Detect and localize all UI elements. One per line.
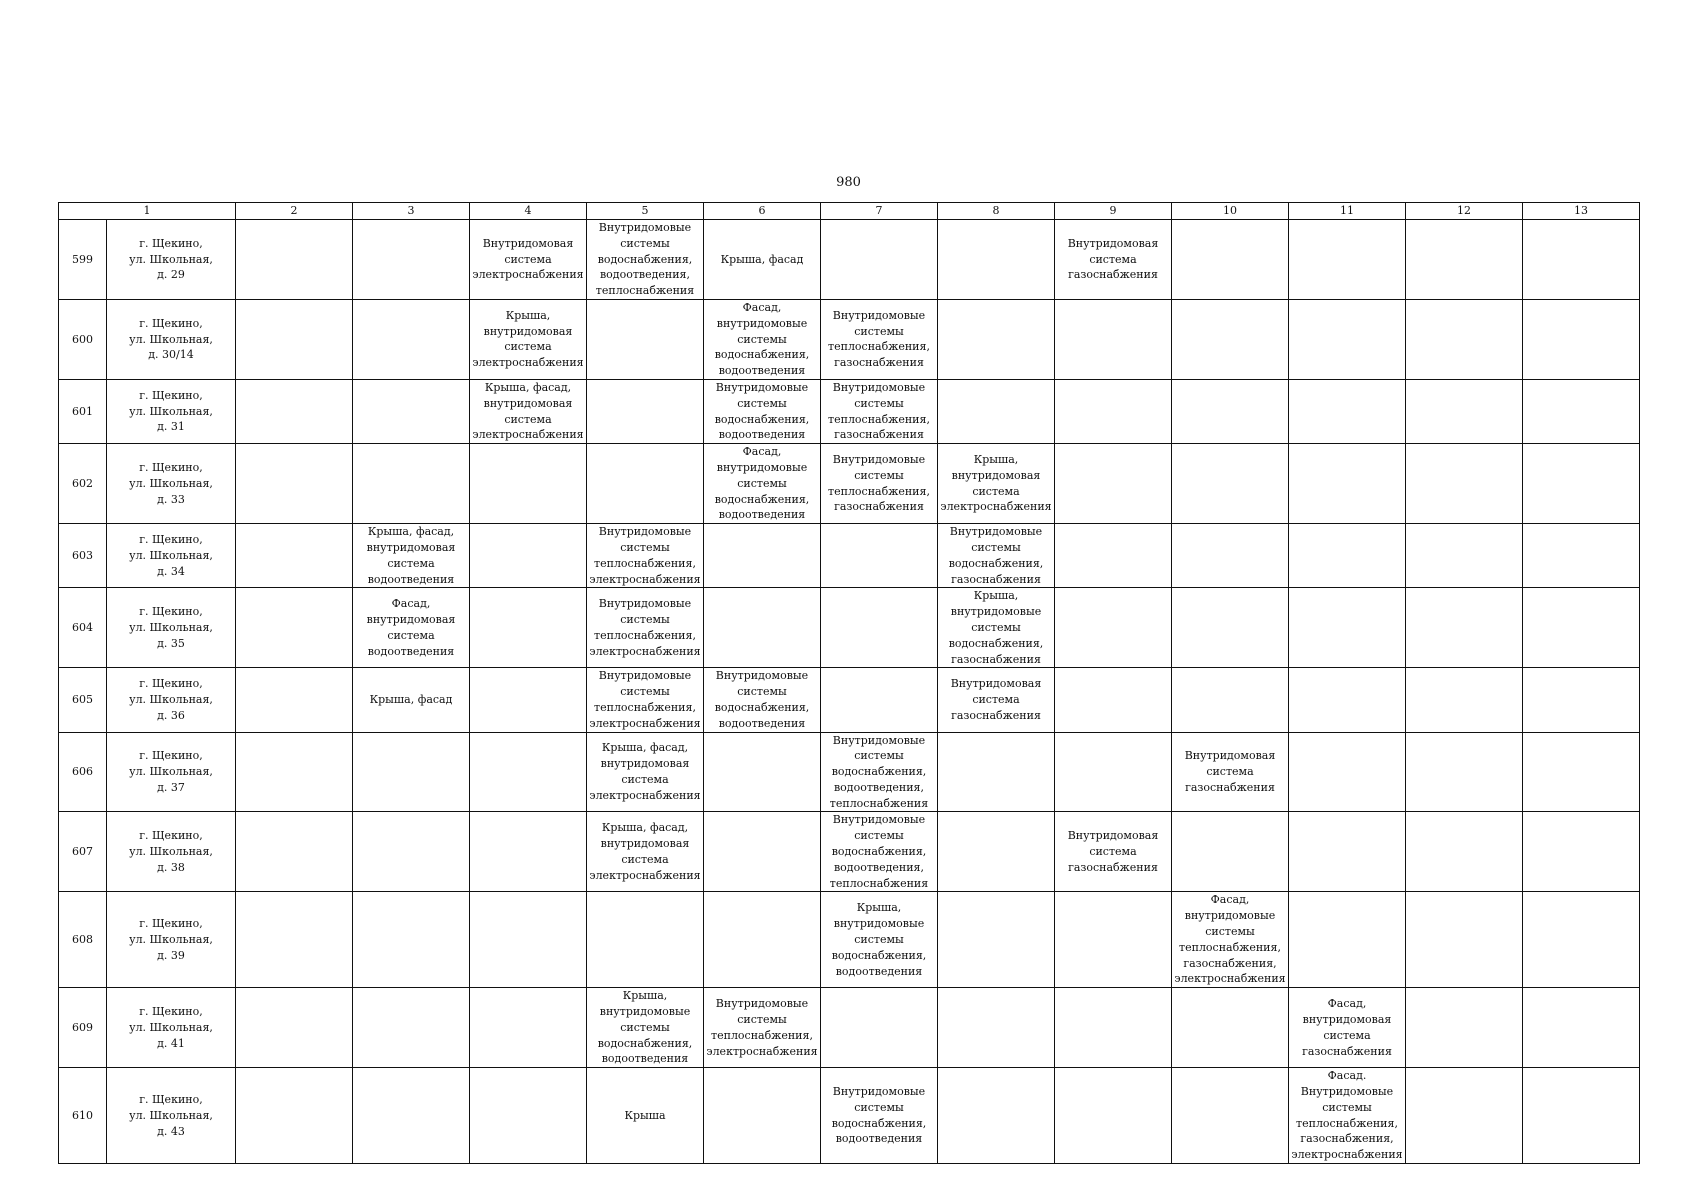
row-number-cell: 604 bbox=[59, 588, 107, 668]
work-cell bbox=[704, 379, 821, 443]
address-cell bbox=[107, 1068, 236, 1164]
work-cell bbox=[938, 444, 1055, 524]
address-text: г. Щекино, ул. Школьная, д. 34 bbox=[129, 533, 213, 578]
work-cell bbox=[821, 220, 938, 300]
work-cell bbox=[1523, 220, 1640, 300]
work-cell bbox=[821, 668, 938, 732]
work-cell bbox=[1172, 812, 1289, 892]
work-cell bbox=[470, 892, 587, 988]
row-number-cell: 601 bbox=[59, 379, 107, 443]
work-text: Крыша, внутридомовая система электроснабжения bbox=[472, 308, 584, 370]
work-cell bbox=[938, 379, 1055, 443]
address-text: г. Щекино, ул. Школьная, д. 36 bbox=[129, 677, 213, 722]
work-text: Крыша, внутридомовые системы водоснабжения, газоснабжения bbox=[948, 589, 1044, 666]
work-cell bbox=[1406, 299, 1523, 379]
address-text: г. Щекино, ул. Школьная, д. 41 bbox=[129, 1005, 213, 1050]
table-row bbox=[59, 220, 1640, 300]
table-row bbox=[59, 588, 1640, 668]
work-text: Фасад, внутридомовые системы водоснабжения, водоотведения bbox=[714, 300, 810, 378]
work-cell bbox=[1055, 892, 1172, 988]
work-cell bbox=[938, 220, 1055, 300]
row-number-cell: 606 bbox=[59, 732, 107, 812]
work-cell bbox=[1289, 299, 1406, 379]
work-text: Внутридомовые системы водоснабжения, водоотведения bbox=[831, 1085, 927, 1146]
work-cell bbox=[1523, 668, 1640, 732]
work-cell bbox=[821, 444, 938, 524]
work-cell bbox=[704, 1068, 821, 1164]
work-cell bbox=[821, 379, 938, 443]
work-cell bbox=[1289, 668, 1406, 732]
work-text: Крыша, фасад, внутридомовая система водоотведения bbox=[366, 525, 456, 586]
address-cell bbox=[107, 732, 236, 812]
work-cell bbox=[821, 1068, 938, 1164]
work-cell bbox=[470, 220, 587, 300]
row-number-cell: 603 bbox=[59, 524, 107, 588]
work-cell bbox=[470, 379, 587, 443]
work-cell bbox=[938, 524, 1055, 588]
address-text: г. Щекино, ул. Школьная, д. 43 bbox=[129, 1092, 213, 1138]
work-cell bbox=[236, 812, 353, 892]
work-cell bbox=[1055, 988, 1172, 1068]
column-number-cell: 7 bbox=[821, 203, 938, 220]
work-cell bbox=[1289, 444, 1406, 524]
row-number-cell: 600 bbox=[59, 299, 107, 379]
column-number-cell: 3 bbox=[353, 203, 470, 220]
work-text: Внутридомовые системы теплоснабжения, электроснабжения bbox=[706, 997, 818, 1058]
work-cell bbox=[704, 444, 821, 524]
work-cell bbox=[1523, 444, 1640, 524]
work-text: Крыша, фасад bbox=[720, 252, 804, 266]
work-cell bbox=[236, 524, 353, 588]
work-cell bbox=[1055, 299, 1172, 379]
work-cell bbox=[1172, 379, 1289, 443]
work-cell bbox=[470, 668, 587, 732]
work-cell bbox=[1289, 379, 1406, 443]
work-cell bbox=[353, 988, 470, 1068]
work-cell bbox=[353, 668, 470, 732]
work-cell bbox=[1523, 1068, 1640, 1164]
work-cell bbox=[1523, 299, 1640, 379]
work-cell bbox=[704, 588, 821, 668]
work-cell bbox=[704, 732, 821, 812]
work-cell bbox=[470, 524, 587, 588]
work-cell bbox=[1523, 379, 1640, 443]
work-cell bbox=[704, 988, 821, 1068]
address-cell bbox=[107, 299, 236, 379]
work-cell bbox=[470, 812, 587, 892]
work-cell bbox=[1172, 988, 1289, 1068]
work-text: Крыша, внутридомовая система электроснабжения bbox=[940, 453, 1052, 514]
work-cell bbox=[353, 220, 470, 300]
work-cell bbox=[1172, 220, 1289, 300]
work-cell bbox=[236, 988, 353, 1068]
work-cell bbox=[1172, 524, 1289, 588]
work-cell bbox=[704, 299, 821, 379]
work-text: Фасад, внутридомовые системы теплоснабжения, газоснабжения, электроснабжения bbox=[1174, 893, 1286, 986]
work-cell bbox=[587, 668, 704, 732]
row-number-cell: 608 bbox=[59, 892, 107, 988]
work-cell bbox=[236, 1068, 353, 1164]
work-cell bbox=[236, 379, 353, 443]
column-number-cell: 9 bbox=[1055, 203, 1172, 220]
work-cell bbox=[470, 988, 587, 1068]
work-cell bbox=[821, 524, 938, 588]
work-cell bbox=[821, 988, 938, 1068]
work-text: Крыша, фасад bbox=[369, 693, 453, 706]
table-row bbox=[59, 668, 1640, 732]
work-cell bbox=[470, 732, 587, 812]
work-cell bbox=[1406, 988, 1523, 1068]
work-cell bbox=[1289, 524, 1406, 588]
work-cell bbox=[1172, 668, 1289, 732]
work-cell bbox=[1172, 1068, 1289, 1164]
column-number-cell: 5 bbox=[587, 203, 704, 220]
work-cell bbox=[1523, 524, 1640, 588]
work-text: Внутридомовая система газоснабжения bbox=[1067, 829, 1159, 874]
work-cell bbox=[938, 988, 1055, 1068]
work-text: Внутридомовые системы теплоснабжения, электроснабжения bbox=[589, 525, 701, 586]
work-cell bbox=[1172, 588, 1289, 668]
work-cell bbox=[470, 1068, 587, 1164]
address-text: г. Щекино, ул. Школьная, д. 31 bbox=[129, 388, 213, 434]
work-cell bbox=[1289, 732, 1406, 812]
work-cell bbox=[1406, 588, 1523, 668]
work-cell bbox=[587, 812, 704, 892]
address-cell bbox=[107, 379, 236, 443]
address-text: г. Щекино, ул. Школьная, д. 38 bbox=[129, 829, 213, 874]
work-cell bbox=[1055, 812, 1172, 892]
work-text: Внутридомовые системы водоснабжения, водоотведения bbox=[714, 669, 810, 730]
repair-schedule-table bbox=[58, 202, 1640, 1164]
table-row bbox=[59, 379, 1640, 443]
column-number-cell: 2 bbox=[236, 203, 353, 220]
work-cell bbox=[704, 668, 821, 732]
work-cell bbox=[938, 299, 1055, 379]
work-cell bbox=[353, 379, 470, 443]
work-cell bbox=[353, 1068, 470, 1164]
work-cell bbox=[587, 444, 704, 524]
work-cell bbox=[587, 892, 704, 988]
work-cell bbox=[1406, 892, 1523, 988]
work-text: Крыша, внутридомовые системы водоснабжения, водоотведения bbox=[831, 901, 927, 978]
column-number-cell: 13 bbox=[1523, 203, 1640, 220]
work-cell bbox=[1055, 588, 1172, 668]
work-text: Крыша, фасад, внутридомовая система электроснабжения bbox=[589, 821, 701, 882]
table-row bbox=[59, 444, 1640, 524]
work-cell bbox=[587, 732, 704, 812]
table-row bbox=[59, 1068, 1640, 1164]
work-cell bbox=[1523, 812, 1640, 892]
work-cell bbox=[587, 588, 704, 668]
address-cell bbox=[107, 988, 236, 1068]
work-text: Внутридомовые системы водоснабжения, водоотведения, теплоснабжения bbox=[829, 813, 929, 890]
work-text: Внутридомовые системы водоснабжения, водоотведения, теплоснабжения bbox=[595, 221, 695, 298]
address-cell bbox=[107, 812, 236, 892]
address-text: г. Щекино, ул. Школьная, д. 33 bbox=[129, 460, 213, 506]
address-cell bbox=[107, 524, 236, 588]
work-cell bbox=[587, 220, 704, 300]
work-cell bbox=[1055, 1068, 1172, 1164]
work-cell bbox=[1172, 892, 1289, 988]
work-cell bbox=[938, 732, 1055, 812]
row-number-cell: 602 bbox=[59, 444, 107, 524]
table-row bbox=[59, 812, 1640, 892]
work-cell bbox=[236, 732, 353, 812]
work-text: Внутридомовые системы водоснабжения, газоснабжения bbox=[948, 525, 1044, 586]
work-cell bbox=[938, 892, 1055, 988]
work-cell bbox=[1055, 379, 1172, 443]
table-row bbox=[59, 299, 1640, 379]
work-text: Внутридомовая система газоснабжения bbox=[1184, 749, 1276, 794]
work-cell bbox=[1289, 812, 1406, 892]
row-number-cell: 605 bbox=[59, 668, 107, 732]
work-text: Фасад, внутридомовая система водоотведения bbox=[366, 597, 456, 658]
work-text: Фасад, внутридомовая система газоснабжения bbox=[1302, 997, 1392, 1058]
work-cell bbox=[1172, 732, 1289, 812]
work-cell bbox=[1406, 668, 1523, 732]
address-cell bbox=[107, 220, 236, 300]
work-text: Внутридомовые системы водоснабжения, водоотведения, теплоснабжения bbox=[829, 733, 929, 810]
work-cell bbox=[1406, 812, 1523, 892]
work-cell bbox=[236, 668, 353, 732]
work-cell bbox=[1172, 444, 1289, 524]
work-text: Крыша, внутридомовые системы водоснабжения, водоотведения bbox=[597, 989, 693, 1066]
work-cell bbox=[353, 812, 470, 892]
column-number-cell: 4 bbox=[470, 203, 587, 220]
work-cell bbox=[1289, 220, 1406, 300]
column-number-cell: 12 bbox=[1406, 203, 1523, 220]
address-text: г. Щекино, ул. Школьная, д. 29 bbox=[129, 236, 213, 282]
work-cell bbox=[470, 444, 587, 524]
work-cell bbox=[1523, 588, 1640, 668]
work-cell bbox=[470, 588, 587, 668]
table-row bbox=[59, 524, 1640, 588]
row-number-cell: 599 bbox=[59, 220, 107, 300]
row-number-cell: 607 bbox=[59, 812, 107, 892]
address-cell bbox=[107, 444, 236, 524]
work-cell bbox=[1523, 988, 1640, 1068]
work-cell bbox=[1406, 444, 1523, 524]
work-cell bbox=[1406, 732, 1523, 812]
work-text: Внутридомовые системы теплоснабжения, электроснабжения bbox=[589, 597, 701, 658]
work-cell bbox=[470, 299, 587, 379]
work-cell bbox=[938, 668, 1055, 732]
work-cell bbox=[1055, 524, 1172, 588]
work-cell bbox=[587, 1068, 704, 1164]
work-cell bbox=[1055, 220, 1172, 300]
work-cell bbox=[1172, 299, 1289, 379]
address-cell bbox=[107, 892, 236, 988]
work-cell bbox=[1055, 732, 1172, 812]
address-text: г. Щекино, ул. Школьная, д. 35 bbox=[129, 605, 213, 650]
work-text: Внутридомовые системы водоснабжения, водоотведения bbox=[714, 380, 810, 442]
address-cell bbox=[107, 588, 236, 668]
work-cell bbox=[704, 524, 821, 588]
address-text: г. Щекино, ул. Школьная, д. 39 bbox=[129, 917, 213, 962]
work-cell bbox=[821, 588, 938, 668]
work-cell bbox=[1523, 892, 1640, 988]
table-row bbox=[59, 892, 1640, 988]
work-cell bbox=[236, 220, 353, 300]
work-cell bbox=[587, 299, 704, 379]
work-cell bbox=[236, 299, 353, 379]
work-text: Крыша, фасад, внутридомовая система электроснабжения bbox=[589, 741, 701, 802]
address-text: г. Щекино, ул. Школьная, д. 37 bbox=[129, 749, 213, 794]
address-text: г. Щекино, ул. Школьная, д. 30/14 bbox=[129, 316, 213, 362]
work-cell bbox=[821, 892, 938, 988]
work-text: Крыша bbox=[624, 1108, 666, 1122]
work-text: Крыша, фасад, внутридомовая система электроснабжения bbox=[472, 380, 584, 442]
column-number-cell: 1 bbox=[59, 203, 236, 220]
work-cell bbox=[704, 220, 821, 300]
work-cell bbox=[1289, 588, 1406, 668]
work-cell bbox=[353, 892, 470, 988]
work-text: Фасад. Внутридомовые системы теплоснабжения, газоснабжения, электроснабжения bbox=[1291, 1069, 1403, 1162]
work-cell bbox=[587, 524, 704, 588]
column-number-cell: 11 bbox=[1289, 203, 1406, 220]
work-cell bbox=[353, 732, 470, 812]
column-number-cell: 10 bbox=[1172, 203, 1289, 220]
work-text: Внутридомовая система газоснабжения bbox=[1067, 236, 1159, 282]
work-cell bbox=[1055, 668, 1172, 732]
work-cell bbox=[353, 588, 470, 668]
column-number-cell: 6 bbox=[704, 203, 821, 220]
work-cell bbox=[1406, 524, 1523, 588]
work-cell bbox=[938, 812, 1055, 892]
work-cell bbox=[1289, 892, 1406, 988]
work-cell bbox=[236, 588, 353, 668]
work-cell bbox=[353, 444, 470, 524]
column-number-cell: 8 bbox=[938, 203, 1055, 220]
work-text: Внутридомовые системы теплоснабжения, газоснабжения bbox=[828, 308, 930, 370]
row-number-cell: 610 bbox=[59, 1068, 107, 1164]
work-cell bbox=[1406, 220, 1523, 300]
work-cell bbox=[821, 732, 938, 812]
work-cell bbox=[938, 588, 1055, 668]
work-cell bbox=[236, 444, 353, 524]
work-text: Внутридомовые системы теплоснабжения, газоснабжения bbox=[828, 453, 930, 514]
table-row bbox=[59, 988, 1640, 1068]
row-number-cell: 609 bbox=[59, 988, 107, 1068]
work-cell bbox=[587, 988, 704, 1068]
work-cell bbox=[938, 1068, 1055, 1164]
work-cell bbox=[1055, 444, 1172, 524]
work-cell bbox=[353, 299, 470, 379]
work-cell bbox=[1406, 1068, 1523, 1164]
work-cell bbox=[587, 379, 704, 443]
column-number-row bbox=[59, 203, 1640, 220]
work-cell bbox=[353, 524, 470, 588]
work-cell bbox=[1523, 732, 1640, 812]
work-text: Фасад, внутридомовые системы водоснабжения, водоотведения bbox=[714, 445, 810, 522]
work-cell bbox=[1289, 988, 1406, 1068]
work-text: Внутридомовые системы теплоснабжения, электроснабжения bbox=[589, 669, 701, 730]
work-cell bbox=[236, 892, 353, 988]
work-text: Внутридомовая система газоснабжения bbox=[950, 677, 1042, 722]
work-text: Внутридомовые системы теплоснабжения, газоснабжения bbox=[828, 380, 930, 442]
table-row bbox=[59, 732, 1640, 812]
work-cell bbox=[821, 812, 938, 892]
address-cell bbox=[107, 668, 236, 732]
work-cell bbox=[704, 812, 821, 892]
work-cell bbox=[704, 892, 821, 988]
work-cell bbox=[821, 299, 938, 379]
work-text: Внутридомовая система электроснабжения bbox=[472, 236, 584, 282]
page-number: 980 bbox=[836, 175, 861, 190]
work-cell bbox=[1406, 379, 1523, 443]
work-cell bbox=[1289, 1068, 1406, 1164]
